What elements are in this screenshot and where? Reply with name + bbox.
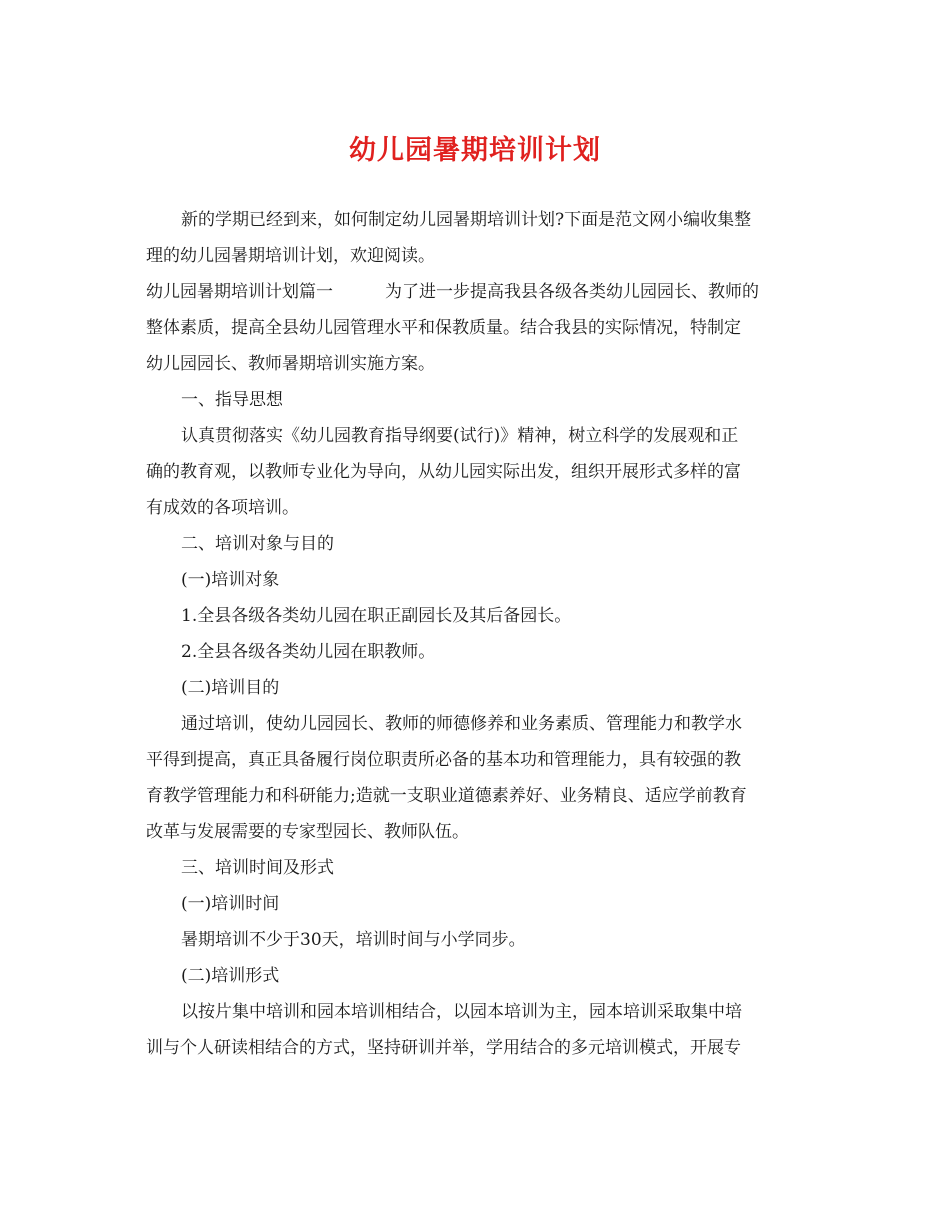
list-item-1: 1.全县各级各类幼儿园在职正副园长及其后备园长。: [181, 606, 572, 626]
paragraph-line-11: 育教学管理能力和科研能力;造就一支职业道德素养好、业务精良、适应学前教育: [146, 786, 747, 806]
section-title-chapter-one: 幼儿园暑期培训计划篇一: [146, 282, 333, 302]
subheading-training-form: (二)培训形式: [181, 966, 280, 986]
paragraph-line-14: 以按片集中培训和园本培训相结合，以园本培训为主，园本培训采取集中培: [181, 1002, 742, 1022]
section-heading-line: [146, 280, 759, 304]
heading-training-time-form: 三、培训时间及形式: [181, 858, 334, 878]
paragraph-line-9: 通过培训，使幼儿园园长、教师的师德修养和业务素质、管理能力和教学水: [181, 714, 742, 734]
paragraph-line-4: 整体素质，提高全县幼儿园管理水平和保教质量。结合我县的实际情况，特制定: [146, 318, 741, 338]
subheading-training-purpose: (二)培训目的: [181, 678, 280, 698]
paragraph-line-6: 认真贯彻落实《幼儿园教育指导纲要(试行)》精神，树立科学的发展观和正: [181, 426, 739, 446]
paragraph-line-13: 暑期培训不少于30天，培训时间与小学同步。: [181, 930, 526, 950]
paragraph-line-15: 训与个人研读相结合的方式，坚持研训并举，学用结合的多元培训模式，开展专: [146, 1038, 741, 1058]
list-item-2: 2.全县各级各类幼儿园在职教师。: [181, 642, 436, 662]
heading-guiding-thought: 一、指导思想: [181, 390, 283, 410]
paragraph-line-10: 平得到提高，真正具备履行岗位职责所必备的基本功和管理能力，具有较强的教: [146, 750, 741, 770]
subheading-training-objects: (一)培训对象: [181, 570, 280, 590]
paragraph-line-1: 新的学期已经到来，如何制定幼儿园暑期培训计划?下面是范文网小编收集整: [181, 210, 752, 230]
paragraph-line-12: 改革与发展需要的专家型园长、教师队伍。: [146, 822, 469, 842]
paragraph-line-3: 为了进一步提高我县各级各类幼儿园园长、教师的: [385, 282, 759, 302]
heading-training-targets: 二、培训对象与目的: [181, 534, 334, 554]
paragraph-line-8: 有成效的各项培训。: [146, 498, 299, 518]
subheading-training-time: (一)培训时间: [181, 894, 280, 914]
document-title: 幼儿园暑期培训计划: [349, 135, 601, 166]
paragraph-line-5: 幼儿园园长、教师暑期培训实施方案。: [146, 354, 435, 374]
paragraph-line-7: 确的教育观，以教师专业化为导向，从幼儿园实际出发，组织开展形式多样的富: [146, 462, 741, 482]
paragraph-line-2: 理的幼儿园暑期培训计划，欢迎阅读。: [146, 246, 435, 266]
